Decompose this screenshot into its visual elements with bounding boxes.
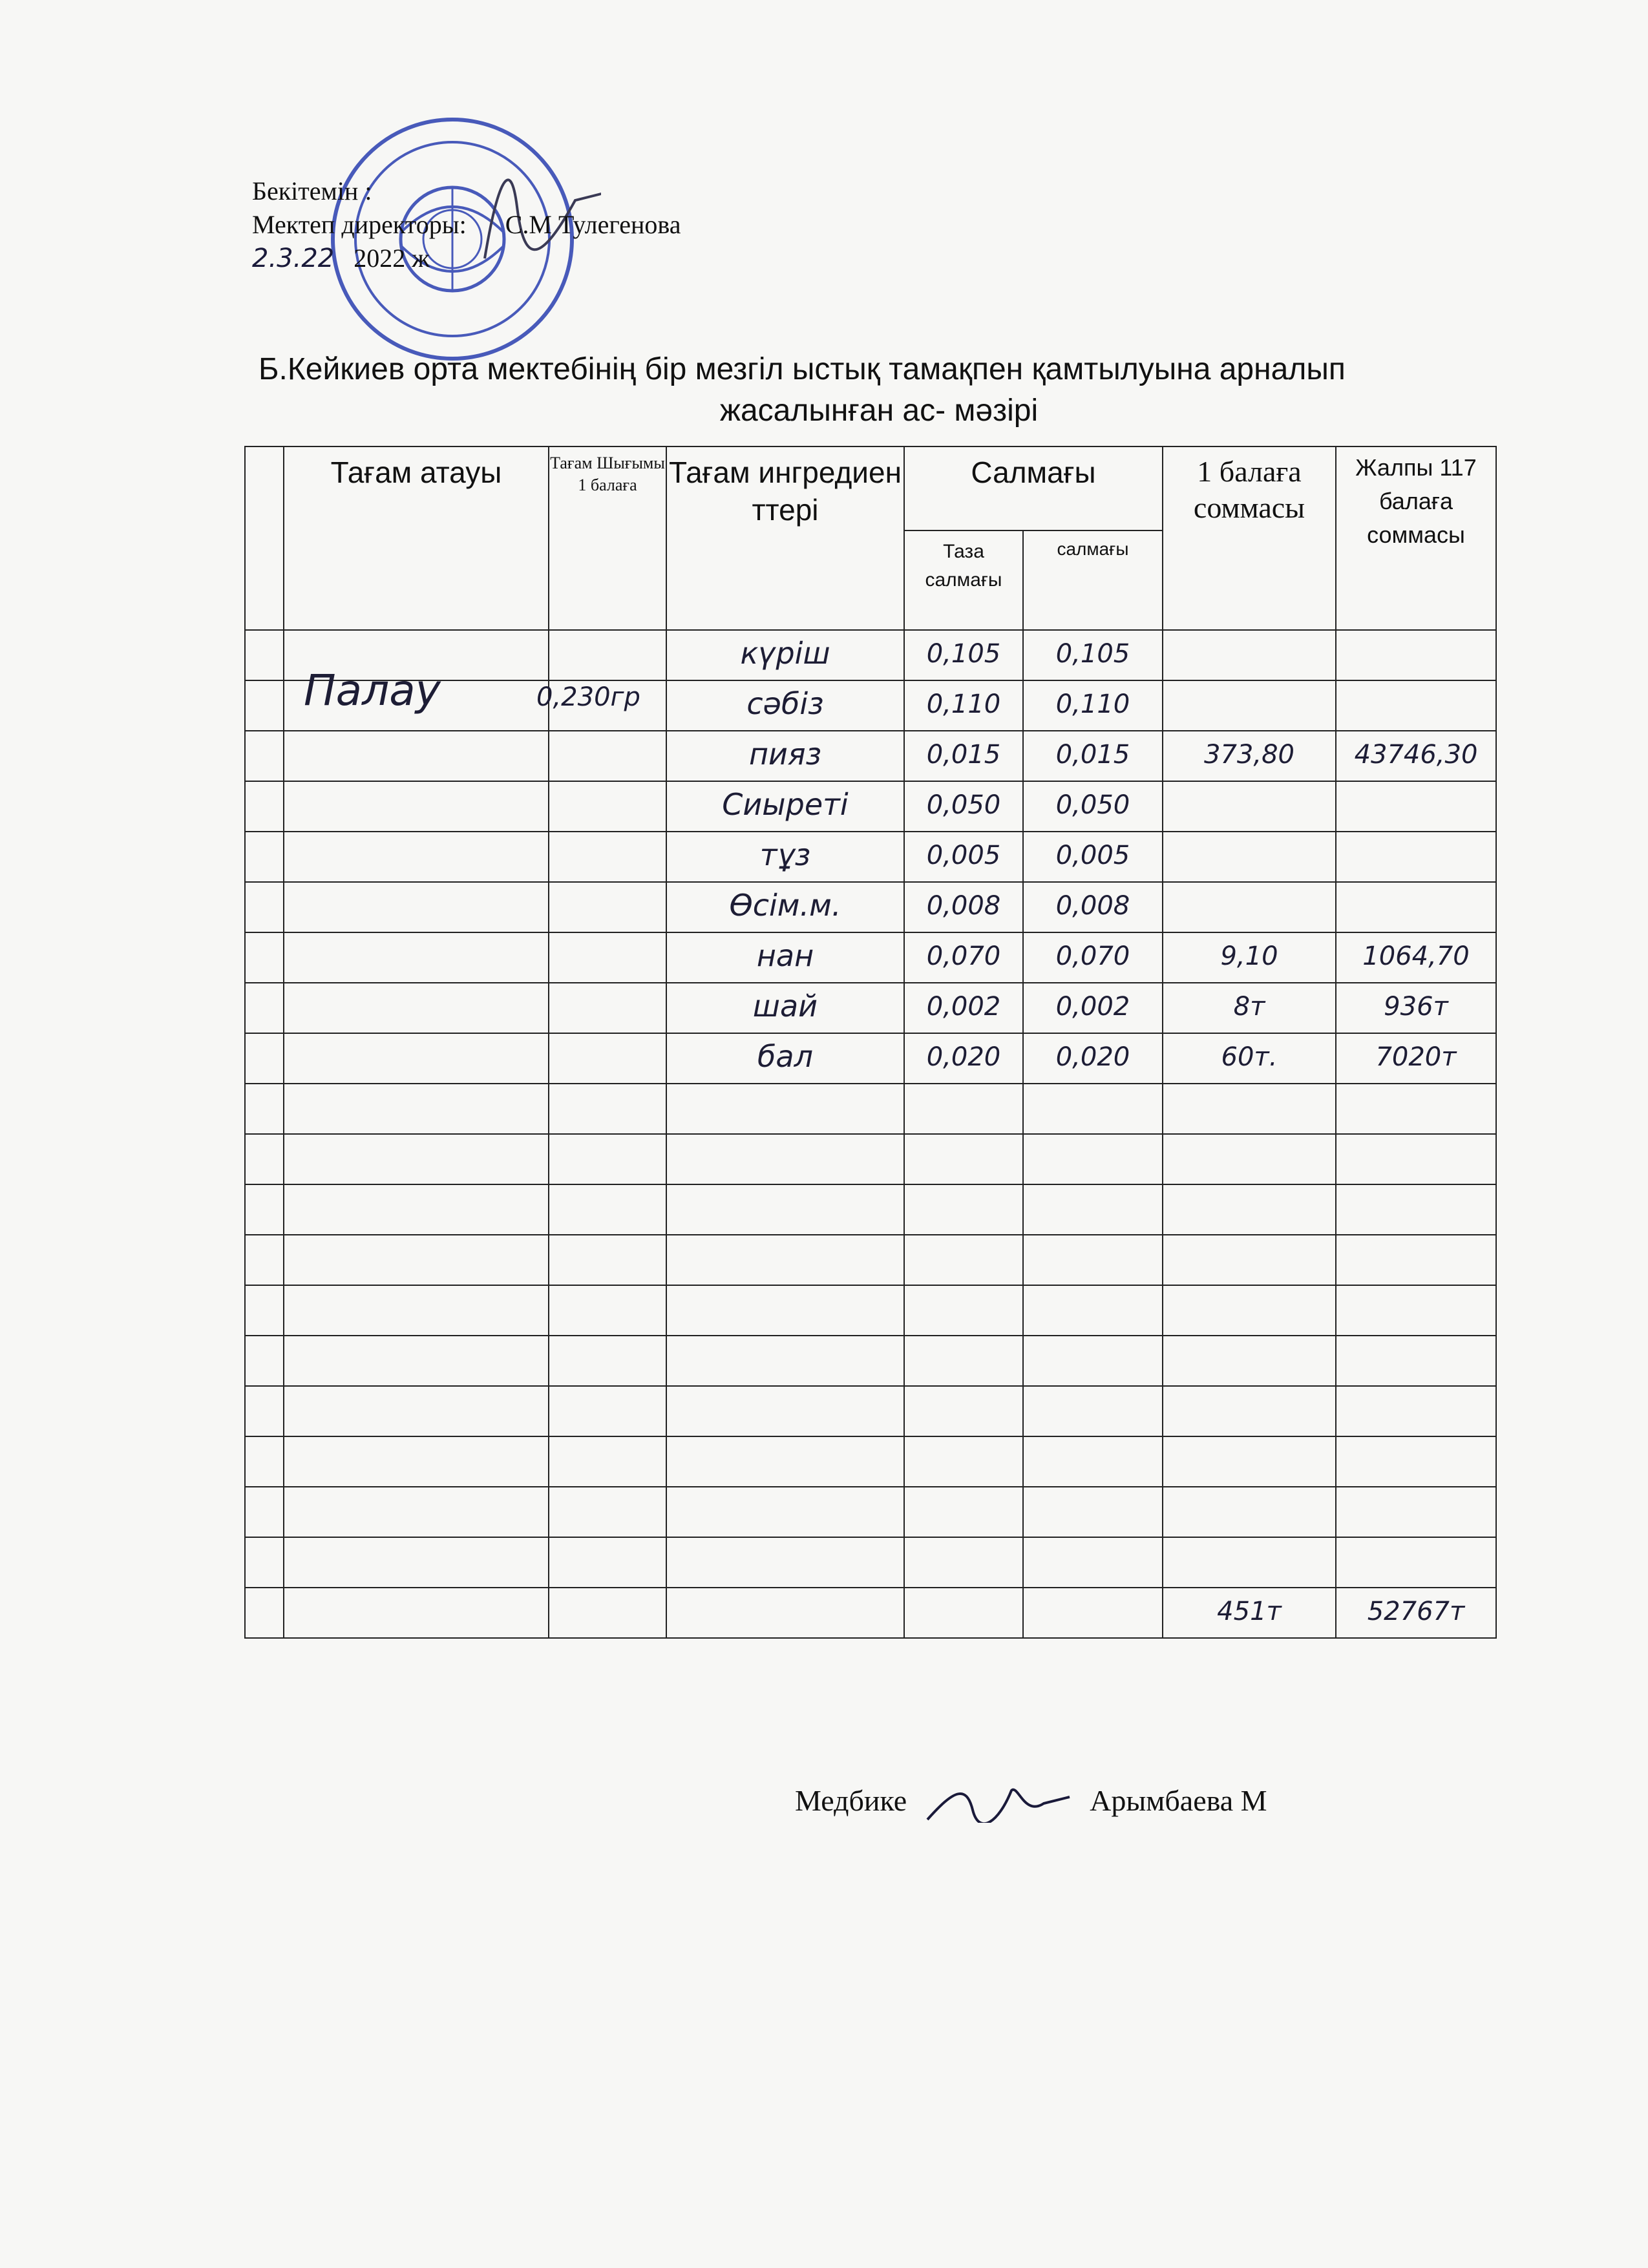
header-ingredients: Тағам ингредиен ттері — [666, 446, 904, 630]
approval-date — [252, 242, 681, 275]
approval-heading: Бекітемін : — [252, 176, 372, 205]
header-per-child: 1 балаға соммасы — [1163, 446, 1336, 630]
ingredient-cell: шай — [666, 983, 904, 1033]
footer-signature — [795, 1783, 1267, 1823]
header-total: Жалпы 117 балаға соммасы — [1336, 446, 1496, 630]
ingredient-cell: пияз — [666, 731, 904, 781]
net-weight-cell: 0,110 — [904, 680, 1023, 731]
title-line-1: Б.Кейкиев орта мектебінің бір мезгіл ыстық тамақпен қамтылуына арналып — [259, 352, 1346, 386]
total-cell: 936т — [1336, 983, 1496, 1033]
gross-weight-cell: 0,105 — [1023, 630, 1163, 680]
ingredient-cell: сәбіз — [666, 680, 904, 731]
approval-date-year: 2022 ж — [354, 244, 430, 273]
dish-name: Палау — [304, 666, 441, 715]
gross-weight-cell: 0,008 — [1023, 882, 1163, 932]
per-child-cell — [1163, 680, 1336, 731]
ingredient-cell: тұз — [666, 832, 904, 882]
per-child-cell — [1163, 882, 1336, 932]
total-cell: 1064,70 — [1336, 932, 1496, 983]
director-role: Мектеп директоры: — [252, 210, 467, 239]
per-child-cell — [1163, 630, 1336, 680]
gross-weight-cell: 0,020 — [1023, 1033, 1163, 1084]
total-cell: 43746,30 — [1336, 731, 1496, 781]
grand-total-per-child: 451т — [1163, 1588, 1336, 1638]
total-cell — [1336, 630, 1496, 680]
header-index — [245, 446, 284, 630]
ingredient-cell: бал — [666, 1033, 904, 1084]
per-child-cell: 373,80 — [1163, 731, 1336, 781]
total-cell — [1336, 832, 1496, 882]
per-child-cell — [1163, 832, 1336, 882]
header-dish-output: Тағам Шығымы 1 балаға — [549, 446, 666, 630]
nurse-role: Медбике — [795, 1784, 907, 1817]
net-weight-cell: 0,105 — [904, 630, 1023, 680]
nurse-name: Арымбаева М — [1090, 1784, 1267, 1817]
ingredient-cell: Өсім.м. — [666, 882, 904, 932]
nurse-signature — [914, 1784, 1083, 1823]
director-line — [252, 208, 681, 242]
approval-date-handwritten: 2.3.22 — [252, 244, 335, 273]
header-dish-name: Тағам атауы — [284, 446, 549, 630]
per-child-cell — [1163, 781, 1336, 832]
document-title — [246, 349, 1512, 432]
gross-weight-cell: 0,002 — [1023, 983, 1163, 1033]
net-weight-cell: 0,008 — [904, 882, 1023, 932]
title-line-2: жасалынған ас- мәзірі — [719, 394, 1039, 428]
dish-output: 0,230гр — [536, 682, 640, 712]
net-weight-cell: 0,005 — [904, 832, 1023, 882]
grand-total-all: 52767т — [1336, 1588, 1496, 1638]
header-weight-net: Таза салмағы — [904, 530, 1023, 630]
ingredient-cell: күріш — [666, 630, 904, 680]
approval-block — [252, 174, 681, 275]
per-child-cell: 60т. — [1163, 1033, 1336, 1084]
gross-weight-cell: 0,110 — [1023, 680, 1163, 731]
net-weight-cell: 0,020 — [904, 1033, 1023, 1084]
director-name: С.М Тулегенова — [505, 210, 681, 239]
total-cell — [1336, 882, 1496, 932]
total-cell — [1336, 680, 1496, 731]
ingredient-cell: нан — [666, 932, 904, 983]
total-cell — [1336, 781, 1496, 832]
ingredient-cell: Сиыреті — [666, 781, 904, 832]
net-weight-cell: 0,070 — [904, 932, 1023, 983]
total-cell: 7020т — [1336, 1033, 1496, 1084]
header-weight: Салмағы — [904, 446, 1163, 530]
header-weight-gross: салмағы — [1023, 530, 1163, 630]
gross-weight-cell: 0,005 — [1023, 832, 1163, 882]
gross-weight-cell: 0,070 — [1023, 932, 1163, 983]
per-child-cell: 9,10 — [1163, 932, 1336, 983]
net-weight-cell: 0,002 — [904, 983, 1023, 1033]
per-child-cell: 8т — [1163, 983, 1336, 1033]
net-weight-cell: 0,050 — [904, 781, 1023, 832]
gross-weight-cell: 0,050 — [1023, 781, 1163, 832]
net-weight-cell: 0,015 — [904, 731, 1023, 781]
gross-weight-cell: 0,015 — [1023, 731, 1163, 781]
menu-table — [244, 446, 1497, 1639]
